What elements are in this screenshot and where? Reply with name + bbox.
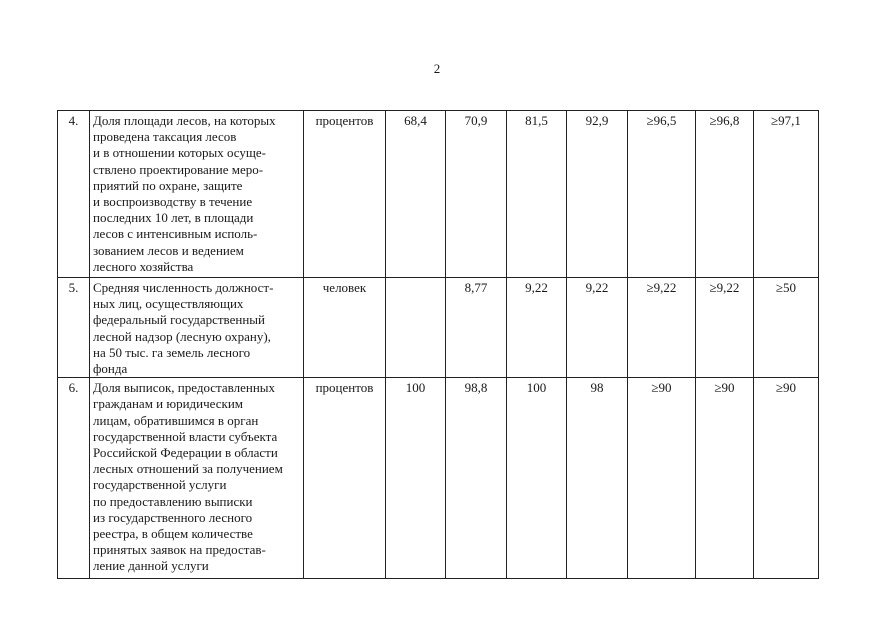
value-cell: 8,77 — [446, 278, 507, 378]
table-row — [58, 111, 819, 278]
unit-cell: процентов — [304, 111, 386, 278]
row-number: 6. — [58, 378, 90, 579]
unit-cell: человек — [304, 278, 386, 378]
indicators-table — [57, 110, 819, 579]
indicator-name: Доля площади лесов, на которых проведена таксация лесов и в отношении которых осуще- ствлено проектирование меро- приятий по охране, защите и воспроизводству в течение последних 10 лет, в площади лесов с интенсивным исполь- зованием лесов и ведением лесного хозяйства — [90, 111, 304, 278]
value-cell: ≥90 — [696, 378, 754, 579]
value-cell: ≥96,8 — [696, 111, 754, 278]
unit-cell: процентов — [304, 378, 386, 579]
value-cell: ≥90 — [628, 378, 696, 579]
value-cell: ≥96,5 — [628, 111, 696, 278]
value-cell: 9,22 — [507, 278, 567, 378]
table-row — [58, 378, 819, 579]
row-number: 5. — [58, 278, 90, 378]
value-cell: 92,9 — [567, 111, 628, 278]
page-number: 2 — [433, 61, 441, 76]
table-row — [58, 278, 819, 378]
value-cell: ≥97,1 — [754, 111, 819, 278]
value-cell — [386, 278, 446, 378]
value-cell: 100 — [507, 378, 567, 579]
value-cell: ≥9,22 — [696, 278, 754, 378]
indicator-name: Доля выписок, предоставленных гражданам и юридическим лицам, обратившимся в орган государственной власти субъекта Российской Федерации в области лесных отношений за получением государственной услуги по предоставлению выписки из государственного лесного реестра, в общем количестве принятых заявок на предостав- ление данной услуги — [90, 378, 304, 579]
value-cell: 98 — [567, 378, 628, 579]
value-cell: ≥90 — [754, 378, 819, 579]
indicator-name: Средняя численность должност- ных лиц, осуществляющих федеральный государственный лесной надзор (лесную охрану), на 50 тыс. га земель лесного фонда — [90, 278, 304, 378]
value-cell: 9,22 — [567, 278, 628, 378]
value-cell: 70,9 — [446, 111, 507, 278]
value-cell: 98,8 — [446, 378, 507, 579]
value-cell: 81,5 — [507, 111, 567, 278]
value-cell: 68,4 — [386, 111, 446, 278]
value-cell: ≥9,22 — [628, 278, 696, 378]
value-cell: ≥50 — [754, 278, 819, 378]
row-number: 4. — [58, 111, 90, 278]
value-cell: 100 — [386, 378, 446, 579]
